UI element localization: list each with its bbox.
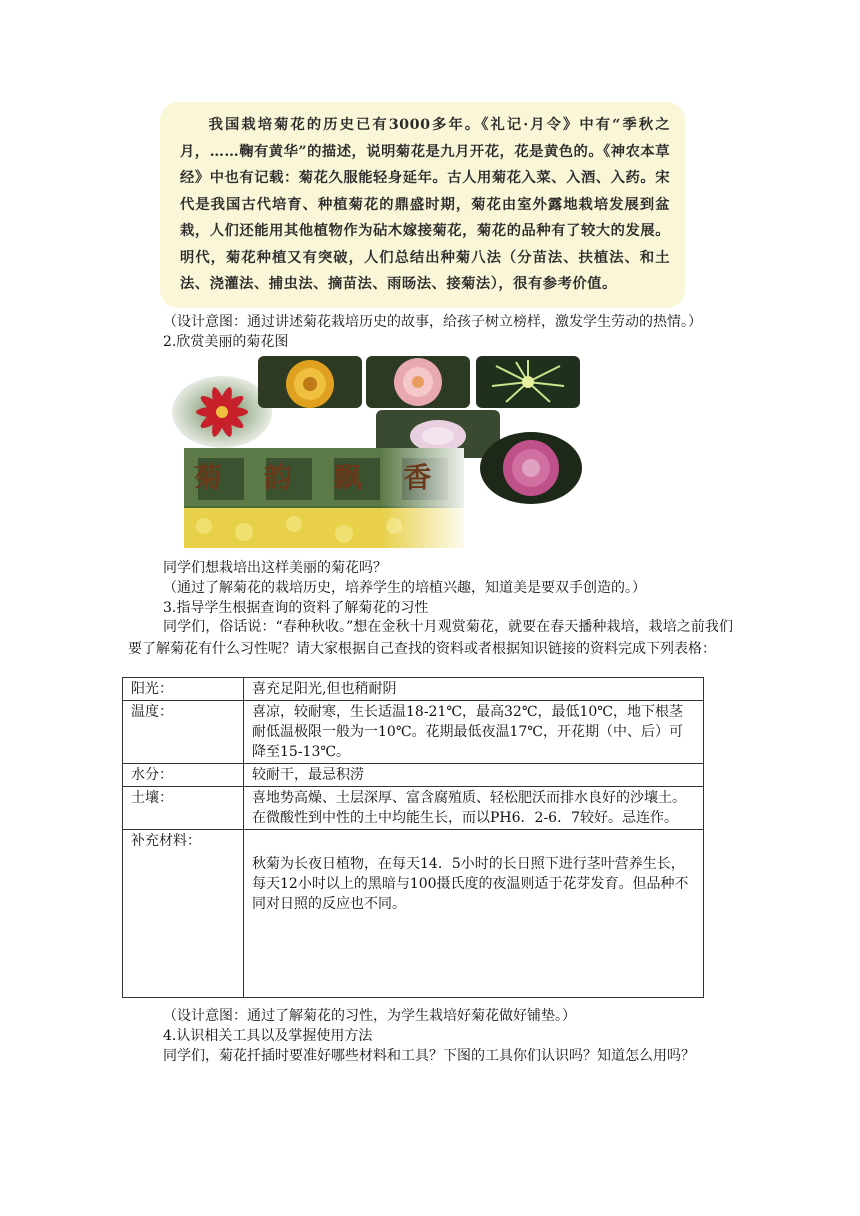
chrysanthemum-gallery xyxy=(170,352,590,548)
pink-chrysanthemum-photo xyxy=(366,356,470,408)
golden-chrysanthemum-photo xyxy=(258,356,362,408)
table-cell-key: 水分： xyxy=(123,764,244,787)
table-cell-value: 喜地势高燥、土层深厚、富含腐殖质、轻松肥沃而排水良好的沙壤土。在微酸性到中性的土中均能生长，而以PH6．2-6．7较好。忌连作。 xyxy=(244,787,704,830)
history-callout-text: 我国栽培菊花的历史已有3000多年。《礼记·月令》中有“季秋之月，……鞠有黄华”的描述，说明菊花是九月开花，花是黄色的。《神农本草经》中也有记载：菊花久服能轻身延年。古人用菊花入菜、入酒、入药。宋代是我国古代培育、种植菊花的鼎盛时期，菊花由室外露地栽培发展到盆栽，人们还能用其他植物作为砧木嫁接菊花，菊花的品种有了较大的发展。明代，菊花种植又有突破，人们总结出种菊八法（分苗法、扶植法、和土法、浇灌法、捕虫法、摘苗法、雨旸法、接菊法），很有参考价值。 xyxy=(180,117,670,292)
table-cell-key: 补充材料： xyxy=(123,830,244,998)
table-row xyxy=(123,764,704,787)
section-3-intro: 同学们，俗话说：“春种秋收。”想在金秋十月观赏菊花，就要在春天播种栽培，栽培之前我们要了解菊花有什么习性呢？请大家根据自己查找的资料或者根据知识链接的资料完成下列表格： xyxy=(128,619,733,657)
table-cell-value: 喜充足阳光,但也稍耐阴 xyxy=(244,678,704,701)
section-2-heading: 2.欣赏美丽的菊花图 xyxy=(163,334,289,350)
table-row xyxy=(123,830,704,998)
design-intent-2: （设计意图：通过了解菊花的习性，为学生栽培好菊花做好铺垫。） xyxy=(163,1008,576,1024)
table-row xyxy=(123,787,704,830)
table-cell-key: 温度： xyxy=(123,701,244,764)
magenta-chrysanthemum-photo xyxy=(480,432,582,504)
section-2-question: 同学们想栽培出这样美丽的菊花吗？ xyxy=(163,560,387,576)
section-4-heading: 4.认识相关工具以及掌握使用方法 xyxy=(163,1028,373,1044)
table-cell-value: 秋菊为长夜日植物，在每天14．5小时的长日照下进行茎叶营养生长，每天12小时以上的黑暗与100摄氏度的夜温则适于花芽发育。但品种不同对日照的反应也不同。 xyxy=(244,830,704,998)
table-cell-value: 较耐干，最忌积涝 xyxy=(244,764,704,787)
design-intent-1: （设计意图：通过讲述菊花栽培历史的故事，给孩子树立榜样，激发学生劳动的热情。） xyxy=(163,314,702,330)
red-chrysanthemum-photo xyxy=(172,376,272,448)
table-cell-key: 阳光： xyxy=(123,678,244,701)
green-chrysanthemum-photo xyxy=(476,356,580,408)
table-row xyxy=(123,678,704,701)
table-row xyxy=(123,701,704,764)
table-cell-value: 喜凉，较耐寒，生长适温18-21℃，最高32℃，最低10℃，地下根茎耐低温极限一般为一10℃。花期最低夜温17℃，开花期（中、后）可降至15-13℃。 xyxy=(244,701,704,764)
section-2-note: （通过了解菊花的栽培历史，培养学生的培植兴趣，知道美是要双手创造的。） xyxy=(163,580,646,596)
section-3-heading: 3.指导学生根据查询的资料了解菊花的习性 xyxy=(163,600,429,616)
chrysanthemum-habits-table xyxy=(122,677,704,998)
table-cell-key: 土壤： xyxy=(123,787,244,830)
flower-bed-banner-text: 菊 韵 飘 香 xyxy=(194,461,448,494)
section-4-question: 同学们，菊花扦插时要准好哪些材料和工具？下图的工具你们认识吗？知道怎么用吗？ xyxy=(163,1048,695,1064)
